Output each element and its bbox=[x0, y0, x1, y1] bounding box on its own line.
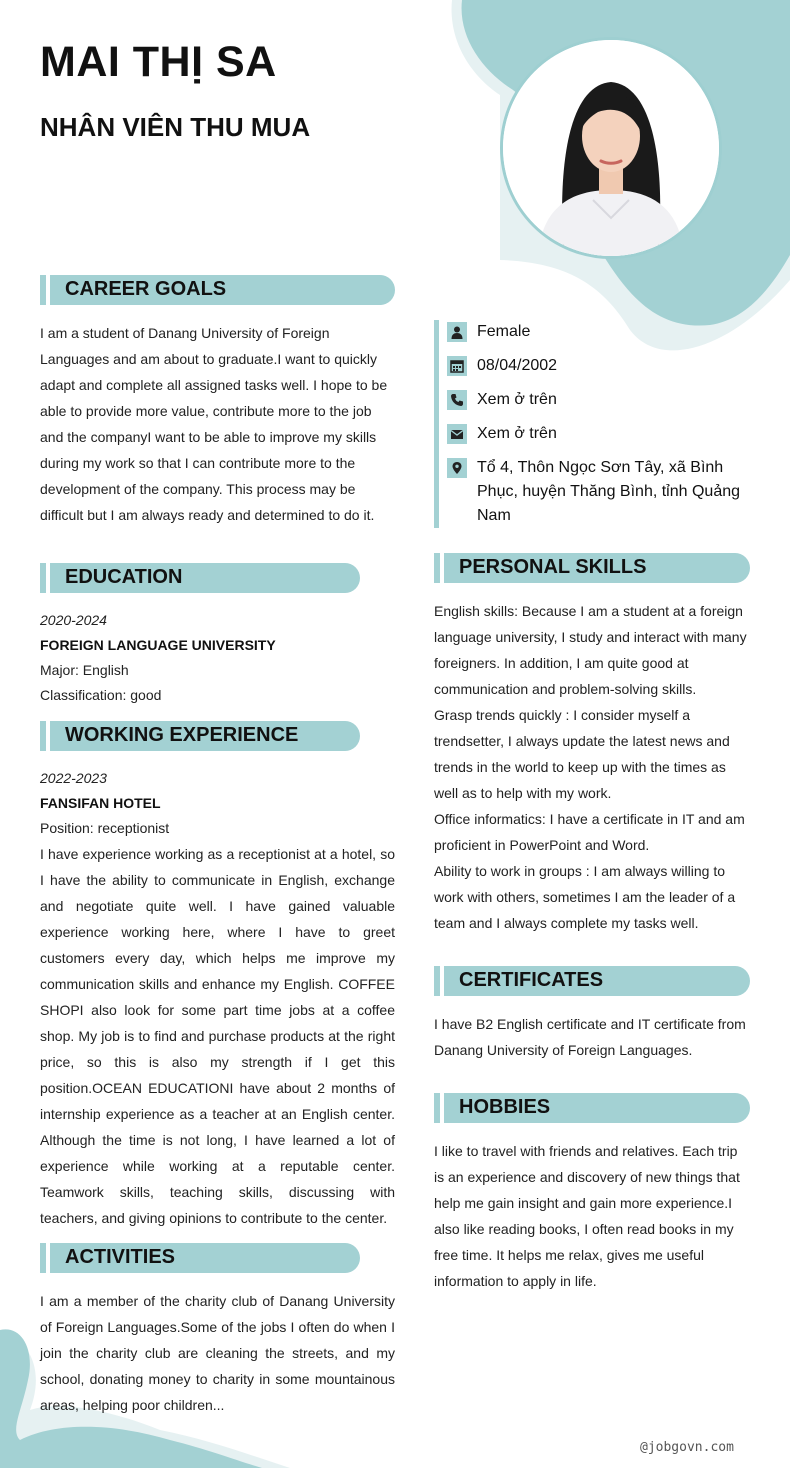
email-value: Xem ở trên bbox=[477, 425, 557, 442]
section-title: PERSONAL SKILLS bbox=[459, 556, 647, 578]
activities-text: I am a member of the charity club of Danang University of Foreign Languages.Some of the jobs I often do when I join the charity club are cleaning the streets, and my school, donating money to charity in some mountainous areas, helping poor children... bbox=[40, 1293, 395, 1413]
contact-info bbox=[434, 320, 744, 528]
section-title: CERTIFICATES bbox=[459, 969, 604, 991]
person-icon bbox=[447, 322, 467, 342]
section-header-hobbies bbox=[434, 1093, 750, 1123]
education-period: 2020-2024 bbox=[40, 612, 107, 628]
address-value: Tổ 4, Thôn Ngọc Sơn Tây, xã Bình Phục, huyện Thăng Bình, tỉnh Quảng Nam bbox=[477, 459, 741, 524]
profile-photo bbox=[500, 37, 722, 259]
section-title: HOBBIES bbox=[459, 1096, 551, 1118]
job-title: NHÂN VIÊN THU MUA bbox=[40, 112, 311, 142]
section-title: EDUCATION bbox=[65, 566, 183, 588]
skill-item: English skills: Because I am a student at a foreign language university, I study and interact with many foreigners. In addition, I am quite good at communication and problem-solving skills. bbox=[434, 603, 747, 697]
education-entry bbox=[40, 608, 395, 708]
skills-list bbox=[434, 598, 750, 936]
skill-item: Grasp trends quickly : I consider myself a trendsetter, I always update the latest news and trends in the world to keep up with the times as well as to help with my work. bbox=[434, 707, 730, 801]
location-pin-icon bbox=[447, 458, 467, 478]
experience-description: I have experience working as a receptionist at a hotel, so I have the ability to communicate in English, exchange and negotiate quite well. I have gained valuable experience working here, where I have to greet customers every day, which helps me improve my communication skills and enhance my English. COFFEE SHOPI also look for some part time jobs at a coffee shop. My job is to find and purchase products at the right price, so this is also my strength if I get this position.OCEAN EDUCATIONI have about 2 months of internship experience as a teacher at an English center. Although the time is not long, I have learned a lot of experience while working at a reputable center. Teamwork skills, teaching skills, discussing with teachers, and giving opinions to contribute to the center. bbox=[40, 846, 395, 1226]
section-header-activities bbox=[40, 1243, 360, 1273]
certificates-text: I have B2 English certificate and IT certificate from Danang University of Foreign Languages. bbox=[434, 1016, 746, 1058]
company-name: FANSIFAN HOTEL bbox=[40, 795, 161, 811]
gender-value: Female bbox=[477, 323, 531, 340]
classification: Classification: good bbox=[40, 687, 162, 703]
mail-icon bbox=[447, 424, 467, 444]
phone-value: Xem ở trên bbox=[477, 391, 557, 408]
birthday-value: 08/04/2002 bbox=[477, 357, 558, 374]
section-title: WORKING EXPERIENCE bbox=[65, 724, 299, 746]
contact-birthday bbox=[447, 354, 744, 378]
portrait-illustration bbox=[503, 40, 719, 256]
skill-item: Office informatics: I have a certificate in IT and am proficient in PowerPoint and Word. bbox=[434, 811, 745, 853]
career-goals-text: I am a student of Danang University of Foreign Languages and am about to graduate.I want to quickly adapt and complete all assigned tasks well. I hope to be able to provide more value, contribute more to the job and the companyI want to be able to improve my skills during my work so that I can contribute more to the development of the company. This process may be difficult but I am always ready and determined to do it. bbox=[40, 325, 388, 523]
experience-period: 2022-2023 bbox=[40, 770, 107, 786]
section-header-certificates bbox=[434, 966, 750, 996]
experience-entry bbox=[40, 766, 395, 1231]
skill-item: Ability to work in groups : I am always willing to work with others, sometimes I am the leader of a team and I always complete my tasks well. bbox=[434, 863, 736, 931]
section-header-skills bbox=[434, 553, 750, 583]
section-title: CAREER GOALS bbox=[65, 278, 227, 300]
contact-address bbox=[447, 456, 744, 528]
contact-gender bbox=[447, 320, 744, 344]
section-header-career-goals bbox=[40, 275, 395, 305]
hobbies-text: I like to travel with friends and relatives. Each trip is an experience and discovery of new things that help me gain insight and gain more experience.I also like reading books, I often read books in my free time. It helps me relax, gives me useful information to apply in life. bbox=[434, 1143, 740, 1289]
section-header-education bbox=[40, 563, 360, 593]
section-header-experience bbox=[40, 721, 360, 751]
calendar-icon bbox=[447, 356, 467, 376]
position: Position: receptionist bbox=[40, 820, 170, 836]
candidate-name: MAI THỊ SA bbox=[40, 38, 277, 86]
major: Major: English bbox=[40, 662, 129, 678]
phone-icon bbox=[447, 390, 467, 410]
contact-email bbox=[447, 422, 744, 446]
watermark: @jobgovn.com bbox=[640, 1440, 734, 1455]
school-name: FOREIGN LANGUAGE UNIVERSITY bbox=[40, 637, 276, 653]
section-title: ACTIVITIES bbox=[65, 1246, 176, 1268]
contact-phone bbox=[447, 388, 744, 412]
